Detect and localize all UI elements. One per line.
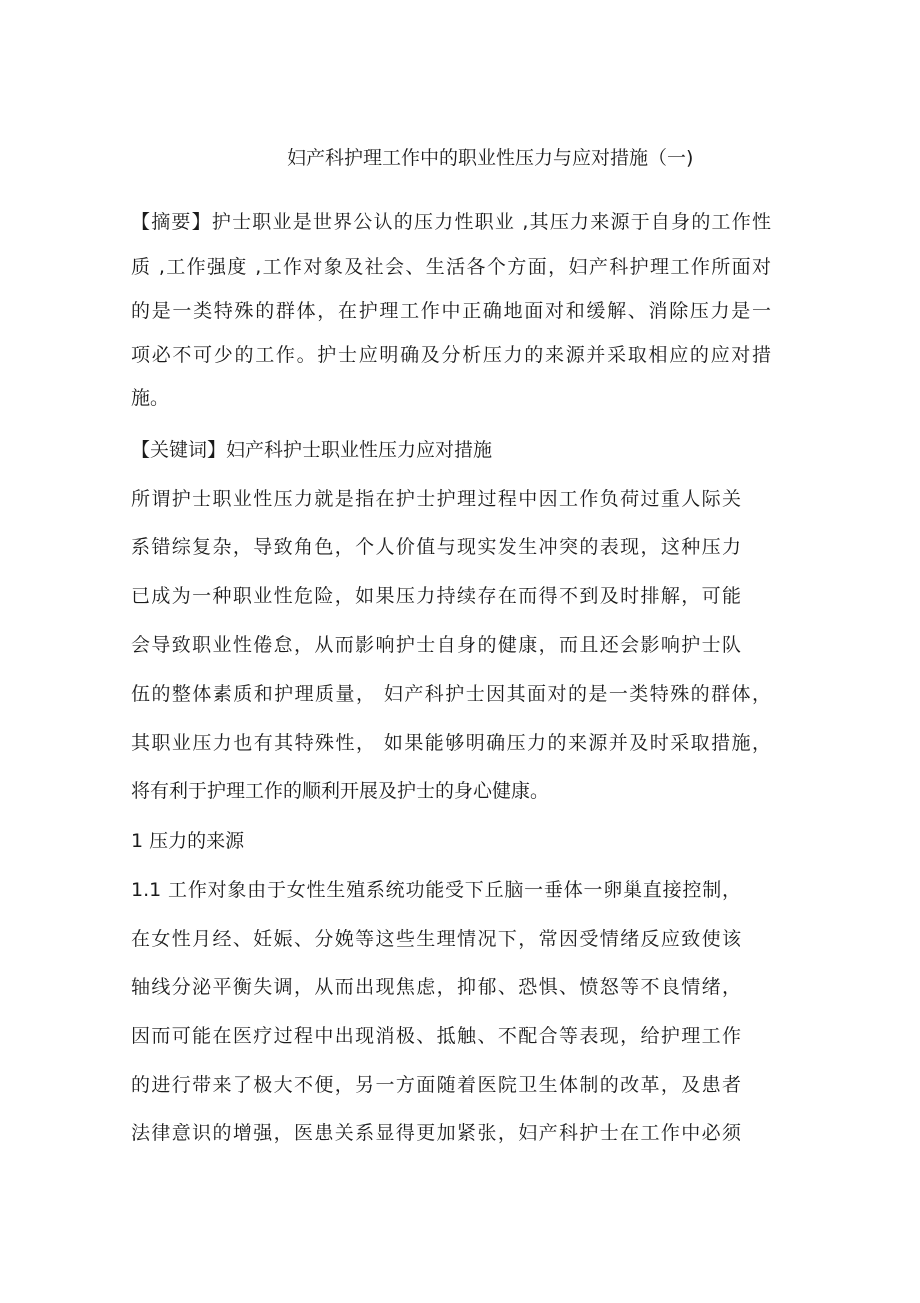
body-line: 因而可能在医疗过程中出现消极、抵触、不配合等表现，给护理工作 — [131, 1025, 741, 1047]
body-line: 系错综复杂，导致角色，个人价值与现实发生冲突的表现，这种压力 — [131, 536, 741, 558]
body-line: 已成为一种职业性危险，如果压力持续存在而得不到及时排解，可能 — [131, 585, 741, 607]
abstract-line: 施。 — [131, 387, 170, 409]
body-line: 1.1 工作对象由于女性生殖系统功能受下丘脑一垂体一卵巢直接控制， — [131, 879, 741, 901]
body-line: 伍的整体素质和护理质量， 妇产科护士因其面对的是一类特殊的群体， — [131, 683, 771, 705]
abstract-line: 的是一类特殊的群体，在护理工作中正确地面对和缓解、消除压力是一 — [131, 300, 771, 322]
body-line: 其职业压力也有其特殊性， 如果能够明确压力的来源并及时采取措施， — [131, 732, 771, 754]
document-title: 妇产科护理工作中的职业性压力与应对措施（一) — [287, 147, 694, 169]
section-heading: 1 压力的来源 — [131, 830, 245, 852]
body-line: 所谓护士职业性压力就是指在护士护理过程中因工作负荷过重人际关 — [131, 488, 741, 510]
abstract-line: 项必不可少的工作。护士应明确及分析压力的来源并采取相应的应对措 — [131, 344, 771, 366]
body-line: 将有利于护理工作的顺利开展及护士的身心健康。 — [131, 780, 550, 802]
abstract-line: 【摘要】护士职业是世界公认的压力性职业 ,其压力来源于自身的工作性 — [131, 211, 771, 233]
body-line: 会导致职业性倦怠，从而影响护士自身的健康，而且还会影响护士队 — [131, 634, 741, 656]
keywords-line: 【关键词】妇产科护士职业性压力应对措施 — [131, 439, 493, 461]
body-line: 在女性月经、妊娠、分娩等这些生理情况下，常因受情绪反应致使该 — [131, 928, 741, 950]
body-line: 的进行带来了极大不便，另一方面随着医院卫生体制的改革，及患者 — [131, 1074, 741, 1096]
abstract-line: 质 ,工作强度 ,工作对象及社会、生活各个方面，妇产科护理工作所面对 — [131, 256, 771, 278]
body-line: 轴线分泌平衡失调，从而出现焦虑，抑郁、恐惧、愤怒等不良情绪， — [131, 976, 741, 998]
body-line: 法律意识的增强，医患关系显得更加紧张，妇产科护士在工作中必须 — [131, 1122, 741, 1144]
